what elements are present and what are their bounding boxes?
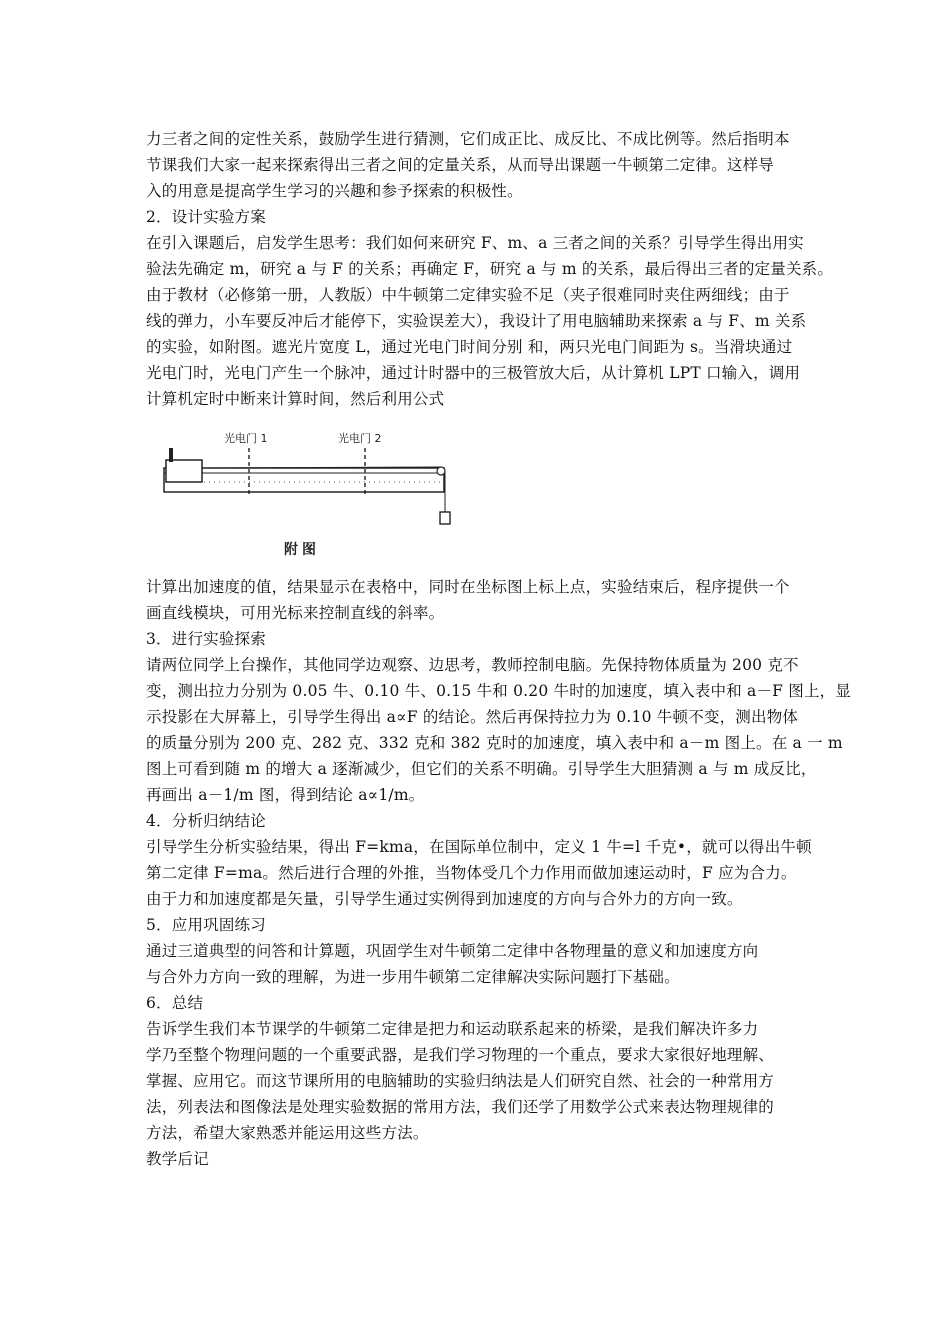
pulley-icon bbox=[437, 467, 445, 475]
section-2-line-3: 由于教材（必修第一册，人教版）中牛顿第二定律实验不足（夹子很难同时夹住两细线；由于 bbox=[146, 286, 790, 304]
section-2-line-7: 计算机定时中断来计算时间，然后利用公式 bbox=[146, 390, 445, 408]
gate-1-label: 光电门 1 bbox=[224, 432, 268, 445]
section-3-line-2: 变，测出拉力分别为 0.05 牛、0.10 牛、0.15 牛和 0.20 牛时的加速度，填入表中和 a－F 图上，显 bbox=[146, 682, 852, 700]
section-2-line-2: 验法先确定 m，研究 a 与 F 的关系；再确定 F，研究 a 与 m 的关系，最后得出三者的定量关系。 bbox=[146, 260, 834, 278]
section-2-line-1: 在引入课题后，启发学生思考：我们如何来研究 F、m、a 三者之间的关系？引导学生得出用实 bbox=[146, 234, 804, 252]
shading-flag bbox=[169, 448, 173, 462]
teaching-notes-heading: 教学后记 bbox=[146, 1150, 209, 1168]
section-3-line-1: 请两位同学上台操作，其他同学边观察、边思考，教师控制电脑。先保持物体质量为 200 克不 bbox=[146, 656, 799, 674]
section-2-line-5: 的实验，如附图。遮光片宽度 L，通过光电门时间分别 和，两只光电门间距为 s。当滑块通过 bbox=[146, 338, 793, 356]
section-4-heading: 4．分析归纳结论 bbox=[146, 812, 266, 830]
section-2-line-6: 光电门时，光电门产生一个脉冲，通过计时器中的三极管放大后，从计算机 LPT 口输入，调用 bbox=[146, 364, 801, 382]
intro-line-1: 力三者之间的定性关系，鼓励学生进行猜测，它们成正比、成反比、不成比例等。然后指明本 bbox=[146, 130, 790, 148]
section-6-line-2: 学乃至整个物理问题的一个重要武器，是我们学习物理的一个重点，要求大家很好地理解、 bbox=[146, 1046, 775, 1064]
apparatus-diagram bbox=[160, 420, 460, 568]
slider-block bbox=[166, 460, 202, 482]
figure-caption: 附图 bbox=[284, 542, 320, 558]
section-3-heading: 3．进行实验探索 bbox=[146, 630, 266, 648]
section-2-heading: 2．设计实验方案 bbox=[146, 208, 266, 226]
section-6-line-1: 告诉学生我们本节课学的牛顿第二定律是把力和运动联系起来的桥梁，是我们解决许多力 bbox=[146, 1020, 759, 1038]
section-4-line-1: 引导学生分析实验结果，得出 F=kma，在国际单位制中，定义 1 牛=l 千克•，就可以得出牛顿 bbox=[146, 838, 812, 856]
intro-line-2: 节课我们大家一起来探索得出三者之间的定量关系，从而导出课题一牛顿第二定律。这样导 bbox=[146, 156, 775, 174]
gate-2-label: 光电门 2 bbox=[338, 432, 382, 445]
apparatus-figure bbox=[160, 420, 460, 568]
section-3-line-4: 的质量分别为 200 克、282 克、332 克和 382 克时的加速度，填入表中和 a－m 图上。在 a 一 m bbox=[146, 734, 843, 752]
section-3-line-3: 示投影在大屏幕上，引导学生得出 a∝F 的结论。然后再保持拉力为 0.10 牛顿不变，测出物体 bbox=[146, 708, 799, 726]
section-5-line-1: 通过三道典型的问答和计算题，巩固学生对牛顿第二定律中各物理量的意义和加速度方向 bbox=[146, 942, 759, 960]
air-track bbox=[164, 468, 444, 492]
section-4-line-2: 第二定律 F=ma。然后进行合理的外推，当物体受几个力作用而做加速运动时，F 应为合力。 bbox=[146, 864, 797, 882]
after-figure-line-1: 计算出加速度的值，结果显示在表格中，同时在坐标图上标上点，实验结束后，程序提供一个 bbox=[146, 578, 790, 596]
section-2-line-4: 线的弹力，小车要反冲后才能停下，实验误差大），我设计了用电脑辅助来探索 a 与 F、m 关系 bbox=[146, 312, 807, 330]
intro-line-3: 入的用意是提高学生学习的兴趣和参予探索的积极性。 bbox=[146, 182, 523, 200]
hanging-weight bbox=[440, 512, 450, 524]
section-6-heading: 6．总结 bbox=[146, 994, 204, 1012]
section-6-line-3: 掌握、应用它。而这节课所用的电脑辅助的实验归纳法是人们研究自然、社会的一种常用方 bbox=[146, 1072, 775, 1090]
section-5-heading: 5．应用巩固练习 bbox=[146, 916, 266, 934]
section-6-line-5: 方法，希望大家熟悉并能运用这些方法。 bbox=[146, 1124, 429, 1142]
section-3-line-5: 图上可看到随 m 的增大 a 逐渐减少，但它们的关系不明确。引导学生大胆猜测 a 与 m 成反比， bbox=[146, 760, 817, 778]
section-5-line-2: 与合外力方向一致的理解，为进一步用牛顿第二定律解决实际问题打下基础。 bbox=[146, 968, 680, 986]
section-6-line-4: 法，列表法和图像法是处理实验数据的常用方法，我们还学了用数学公式来表达物理规律的 bbox=[146, 1098, 775, 1116]
section-4-line-3: 由于力和加速度都是矢量，引导学生通过实例得到加速度的方向与合外力的方向一致。 bbox=[146, 890, 743, 908]
section-3-line-6: 再画出 a－1/m 图，得到结论 a∝1/m。 bbox=[146, 786, 425, 804]
after-figure-line-2: 画直线模块，可用光标来控制直线的斜率。 bbox=[146, 604, 445, 622]
